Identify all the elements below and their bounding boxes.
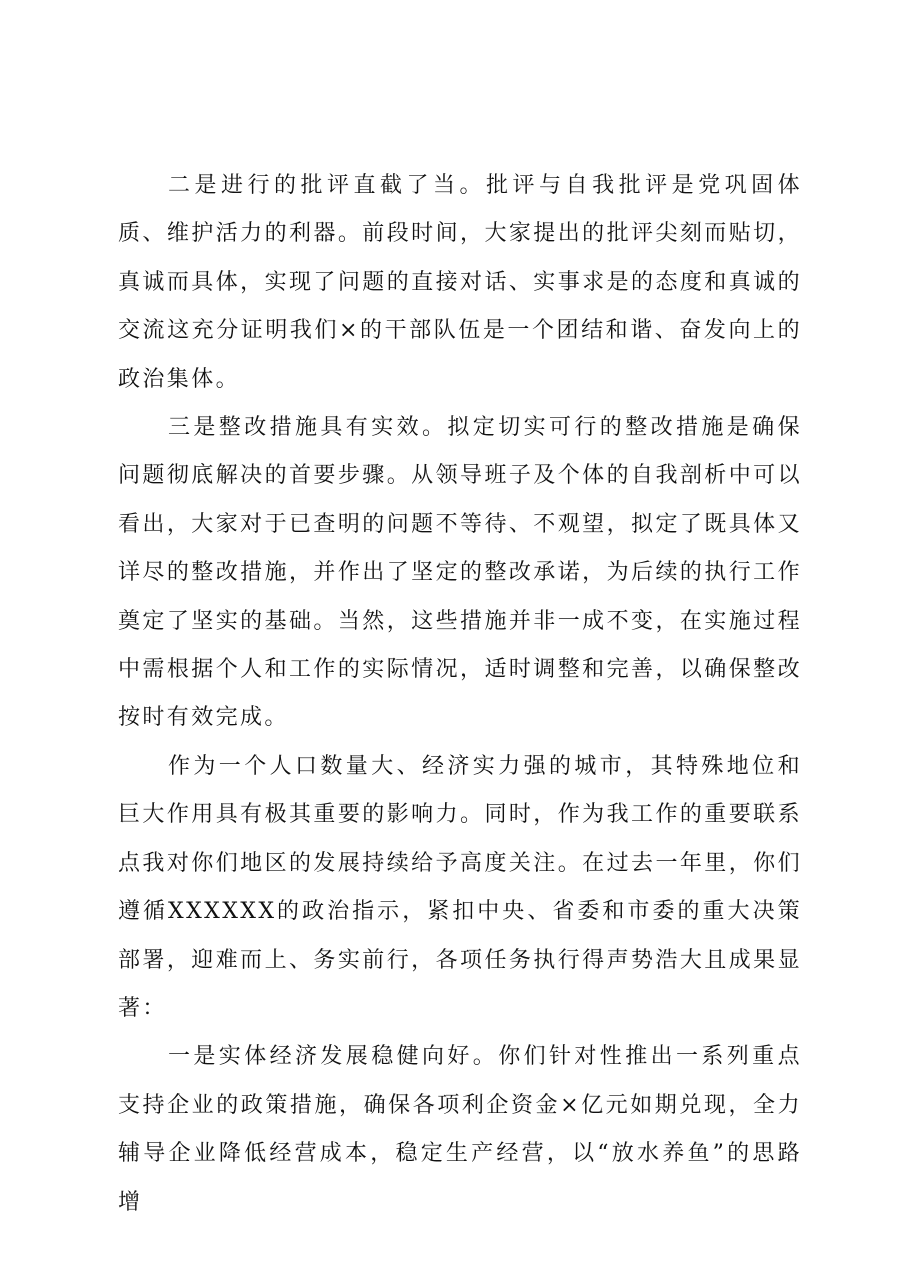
paragraph-real-economy: 一是实体经济发展稳健向好。你们针对性推出一系列重点支持企业的政策措施，确保各项利企资金×亿元如期兑现，全力辅导企业降低经营成本，稳定生产经营，以“放水养鱼”的思路增	[118, 1044, 802, 1215]
paragraph-criticism: 二是进行的批评直截了当。批评与自我批评是党巩固体质、维护活力的利器。前段时间，大家提出的批评尖刻而贴切，真诚而具体，实现了问题的直接对话、实事求是的态度和真诚的交流这充分证明我们×的干部队伍是一个团结和谐、奋发向上的政治集体。	[118, 173, 802, 392]
paragraph-city-overview: 作为一个人口数量大、经济实力强的城市，其特殊地位和巨大作用具有极其重要的影响力。同时，作为我工作的重要联系点我对你们地区的发展持续给予高度关注。在过去一年里，你们遵循XXXXXX的政治指示，紧扣中央、省委和市委的重大决策部署，迎难而上、务实前行，各项任务执行得声势浩大且成果显著：	[118, 753, 802, 1021]
paragraph-rectification: 三是整改措施具有实效。拟定切实可行的整改措施是确保问题彻底解决的首要步骤。从领导班子及个体的自我剖析中可以看出，大家对于已查明的问题不等待、不观望，拟定了既具体又详尽的整改措施，并作出了坚定的整改承诺，为后续的执行工作奠定了坚实的基础。当然，这些措施并非一成不变，在实施过程中需根据个人和工作的实际情况，适时调整和完善，以确保整改按时有效完成。	[118, 415, 802, 731]
document-body	[118, 162, 802, 1227]
